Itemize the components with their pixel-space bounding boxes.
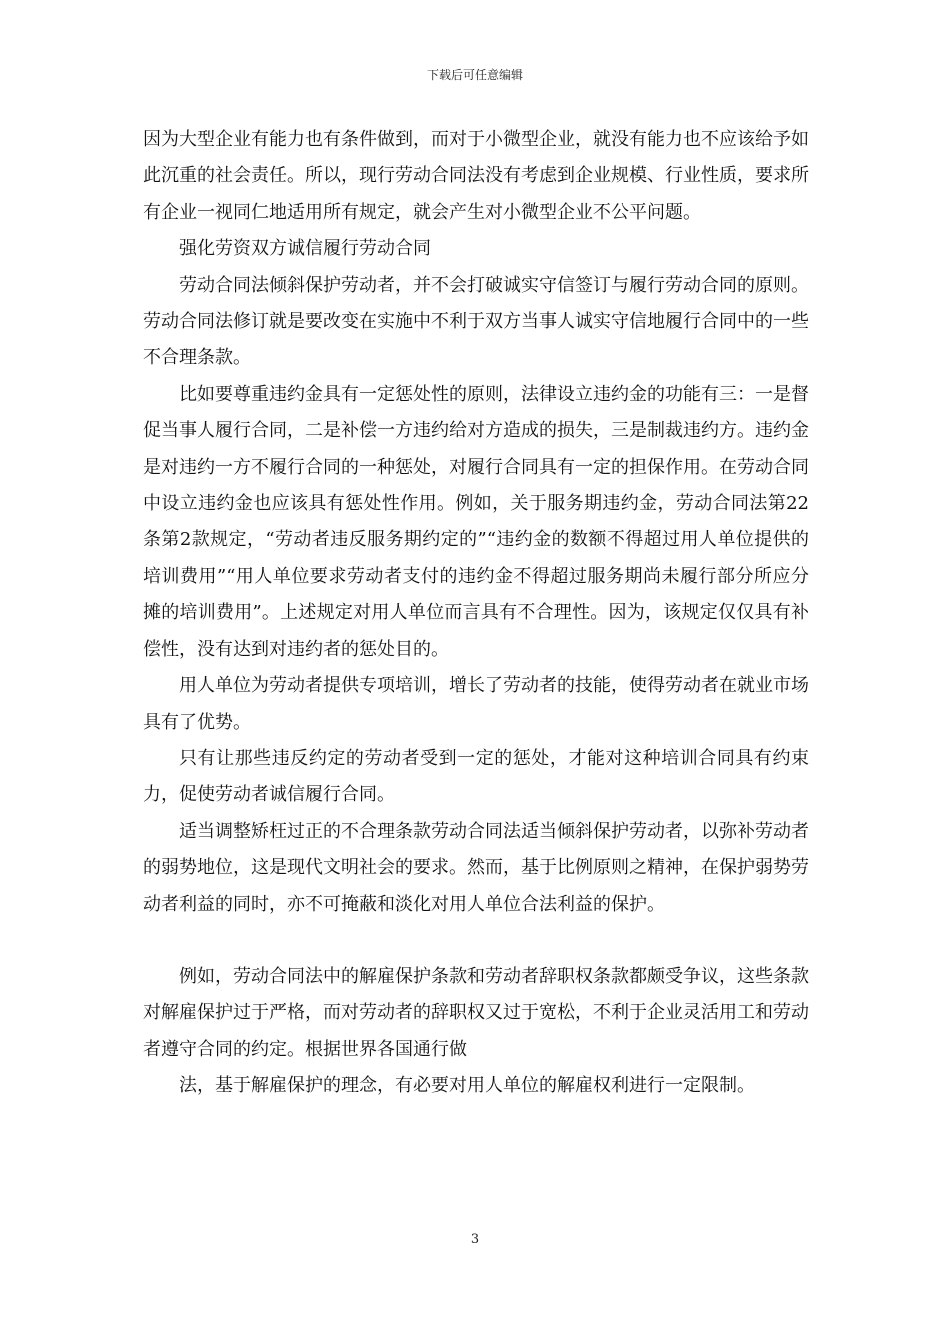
paragraph-7: 例如，劳动合同法中的解雇保护条款和劳动者辞职权条款都颇受争议，这些条款对解雇保护过于严格，而对劳动者的辞职权又过于宽松，不利于企业灵活用工和劳动者遵守合同的约定。根据世界各国通行做 bbox=[143, 965, 809, 1060]
paragraph-3: 比如要尊重违约金具有一定惩处性的原则，法律设立违约金的功能有三：一是督促当事人履行合同，二是补偿一方违约给对方造成的损失，三是制裁违约方。违约金是对违约一方不履行合同的一种惩处，对履行合同具有一定的担保作用。在劳动合同中设立违约金也应该具有惩处性作用。例如，关于服务期违约金，劳动合同法第22条第2款规定，“劳动者违反服务期约定的”“违约金的数额不得超过用人单位提供的培训费用”“用人单位要求劳动者支付的违约金不得超过服务期尚未履行部分所应分摊的培训费用”。上述规定对用人单位而言具有不合理性。因为，该规定仅仅具有补偿性，没有达到对违约者的惩处目的。 bbox=[143, 383, 809, 660]
page-header: 下载后可任意编辑 bbox=[426, 68, 523, 82]
page-number: 3 bbox=[470, 1232, 480, 1247]
paragraph-8: 法，基于解雇保护的理念，有必要对用人单位的解雇权利进行一定限制。 bbox=[179, 1075, 755, 1097]
section-heading: 强化劳资双方诚信履行劳动合同 bbox=[179, 238, 431, 260]
paragraph-5: 只有让那些违反约定的劳动者受到一定的惩处，才能对这种培训合同具有约束力，促使劳动者诚信履行合同。 bbox=[143, 747, 809, 806]
body-text bbox=[143, 122, 809, 1105]
paragraph-2: 劳动合同法倾斜保护劳动者，并不会打破诚实守信签订与履行劳动合同的原则。劳动合同法修订就是要改变在实施中不利于双方当事人诚实守信地履行合同中的一些不合理条款。 bbox=[143, 274, 809, 369]
paragraph-1: 因为大型企业有能力也有条件做到，而对于小微型企业，就没有能力也不应该给予如此沉重的社会责任。所以，现行劳动合同法没有考虑到企业规模、行业性质，要求所有企业一视同仁地适用所有规定，就会产生对小微型企业不公平问题。 bbox=[143, 129, 809, 223]
paragraph-4: 用人单位为劳动者提供专项培训，增长了劳动者的技能，使得劳动者在就业市场具有了优势。 bbox=[143, 675, 809, 733]
paragraph-6: 适当调整矫枉过正的不合理条款劳动合同法适当倾斜保护劳动者，以弥补劳动者的弱势地位，这是现代文明社会的要求。然而，基于比例原则之精神，在保护弱势劳动者利益的同时，亦不可掩蔽和淡化对用人单位合法利益的保护。 bbox=[143, 820, 809, 915]
